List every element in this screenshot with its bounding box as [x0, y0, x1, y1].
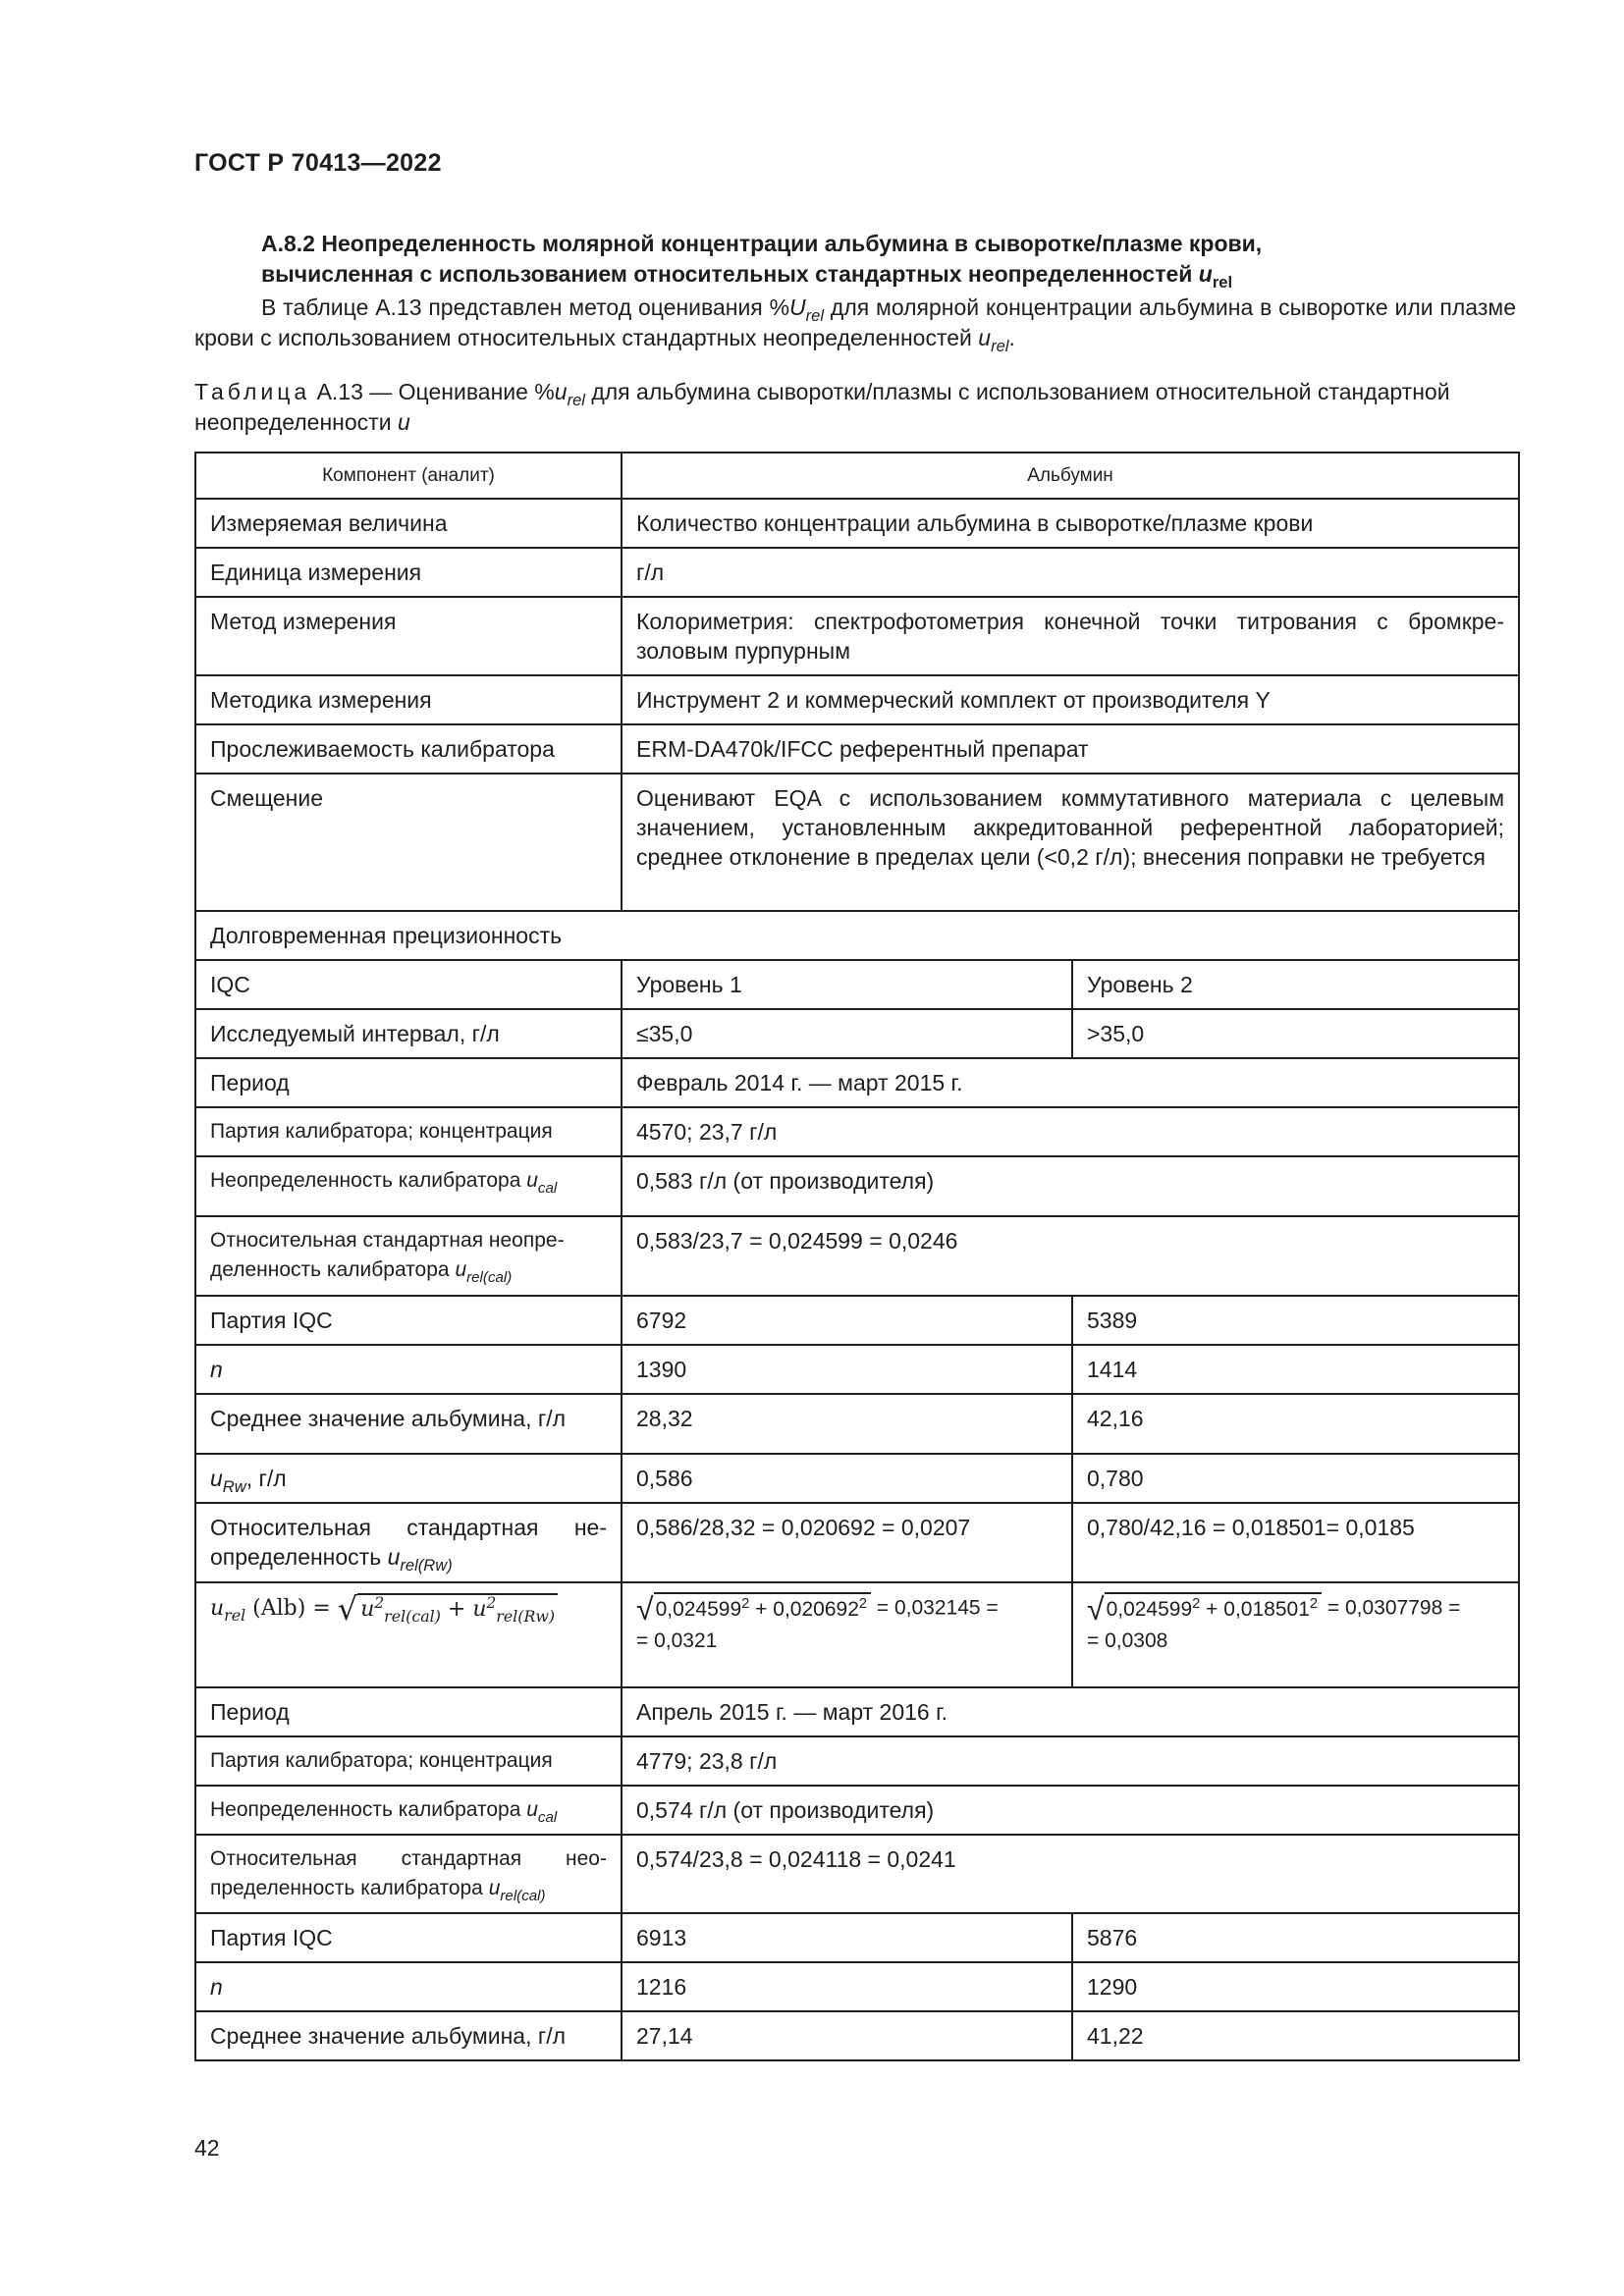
row-value: Инструмент 2 и коммерческий комплект от производителя Y — [622, 675, 1519, 724]
row-label: Измеряемая величина — [195, 499, 622, 548]
uncertainty-table — [194, 452, 1520, 2061]
row-label: Исследуемый интервал, г/л — [195, 1009, 622, 1058]
table-row — [195, 911, 1519, 960]
row-value: 4779; 23,8 г/л — [622, 1736, 1519, 1786]
row-label: Партия IQC — [195, 1913, 622, 1962]
level2-cell: 1290 — [1072, 1962, 1519, 2011]
level1-cell: 0,586 — [622, 1454, 1072, 1503]
table-row — [195, 1835, 1519, 1913]
table-row — [195, 675, 1519, 724]
level1-cell: 28,32 — [622, 1394, 1072, 1454]
table-row — [195, 1962, 1519, 2011]
row-label: Период — [195, 1058, 622, 1107]
row-label: Партия калибратора; концентрация — [195, 1736, 622, 1786]
row-label: Относительная стандартная неопределенность $u_{rel(Rw)}$ — [195, 1503, 622, 1582]
section-title-line2: вычисленная с использованием относительных стандартных неопределенностей $u_{rel}$ — [261, 261, 1233, 292]
table-row — [195, 1345, 1519, 1394]
level2-cell: 5876 — [1072, 1913, 1519, 1962]
row-label: Партия калибратора; концентрация — [195, 1107, 622, 1156]
row-label: Относительная стандартная неопределенность калибратора $u_{rel(cal)}$ — [195, 1216, 622, 1296]
table-row — [195, 1687, 1519, 1736]
level2-cell: 41,22 — [1072, 2011, 1519, 2060]
row-value: Количество концентрации альбумина в сыворотке/плазме крови — [622, 499, 1519, 548]
row-label: n — [195, 1345, 622, 1394]
section-title-line1: А.8.2 Неопределенность молярной концентрации альбумина в сыворотке/плазме крови, — [261, 231, 1263, 256]
header-analyte: Альбумин — [622, 453, 1519, 499]
level2-cell: 0,780/42,16 = 0,018501= 0,0185 — [1072, 1503, 1519, 1582]
header-component: Компонент (аналит) — [195, 453, 622, 499]
row-label: Неопределенность калибратора $u_{cal}$ — [195, 1786, 622, 1835]
row-value: 0,583 г/л (от производителя) — [622, 1156, 1519, 1216]
row-value: 0,583/23,7 = 0,024599 = 0,0246 — [622, 1216, 1519, 1296]
table-caption: Таблица А.13 — Оценивание $\%u_{rel}$ для альбумина сыворотки/плазмы с использованием относительной стандартной неопределенности u — [194, 379, 1450, 435]
level2-cell: 42,16 — [1072, 1394, 1519, 1454]
row-label: n — [195, 1962, 622, 2011]
table-row — [195, 1394, 1519, 1454]
level2-cell: 1414 — [1072, 1345, 1519, 1394]
row-label: Среднее значение альбумина, г/л — [195, 1394, 622, 1454]
row-label: $u_{Rw}$, г/л — [195, 1454, 622, 1503]
table-row — [195, 1216, 1519, 1296]
intro-paragraph: В таблице А.13 представлен метод оценивания $\%U_{rel}$ для молярной концентрации альбумина в сыворотке или плазме крови с использованием относительных стандартных неопределенностей $u_{rel}$. — [194, 294, 1516, 355]
level1-cell: ≤35,0 — [622, 1009, 1072, 1058]
table-row — [195, 548, 1519, 597]
table-row — [195, 499, 1519, 548]
row-label: Методика измерения — [195, 675, 622, 724]
row-value: ERM-DA470k/IFCC референтный препарат — [622, 724, 1519, 774]
level1-cell: 27,14 — [622, 2011, 1072, 2060]
table-row — [195, 1786, 1519, 1835]
table-row — [195, 960, 1519, 1009]
formula-cell — [195, 1582, 622, 1687]
table-row — [195, 597, 1519, 675]
table-row — [195, 1454, 1519, 1503]
square-root: √ $u^2_{rel(cal)} + u^2_{rel(Rw)}$ — [338, 1593, 558, 1625]
level2-cell: 5389 — [1072, 1296, 1519, 1345]
row-value: Апрель 2015 г. — март 2016 г. — [622, 1687, 1519, 1736]
row-value: 4570; 23,7 г/л — [622, 1107, 1519, 1156]
table-row — [195, 1913, 1519, 1962]
formula-row — [195, 1582, 1519, 1687]
level1-cell: Уровень 1 — [622, 960, 1072, 1009]
row-label: Относительная стандартная неопределенность калибратора $u_{rel(cal)}$ — [195, 1835, 622, 1913]
urel-formula: $u_{rel}$ (Alb) = √ $u^2_{rel(cal)} + u^2_{rel(Rw)}$ — [210, 1596, 558, 1621]
table-row — [195, 1296, 1519, 1345]
document-id: ГОСТ Р 70413—2022 — [194, 149, 442, 177]
table-row — [195, 774, 1519, 911]
row-value: г/л — [622, 548, 1519, 597]
page-number: 42 — [194, 2135, 220, 2161]
row-label: Единица измерения — [195, 548, 622, 597]
level2-cell: >35,0 — [1072, 1009, 1519, 1058]
row-label: Партия IQC — [195, 1296, 622, 1345]
table-row — [195, 1058, 1519, 1107]
table-row — [195, 1503, 1519, 1582]
row-value: 0,574 г/л (от производителя) — [622, 1786, 1519, 1835]
level1-cell: 6913 — [622, 1913, 1072, 1962]
table-row — [195, 1736, 1519, 1786]
section-title-symbol: u — [1198, 261, 1213, 287]
row-label: Период — [195, 1687, 622, 1736]
row-value: Оценивают EQA с использованием коммутативного материала с целевым значением, установленным аккредитованной референтной лабораторией; среднее отклонение в пределах цели (<0,2 г/л); внесения поправки не требуется — [622, 774, 1519, 911]
table-row — [195, 724, 1519, 774]
formula-calc-level2: √0,024599$^2$ + 0,018501$^2$ = 0,0307798 = = 0,0308 — [1072, 1582, 1519, 1687]
level2-cell: Уровень 2 — [1072, 960, 1519, 1009]
level1-cell: 6792 — [622, 1296, 1072, 1345]
long-term-precision-label: Долговременная прецизионность — [195, 911, 1519, 960]
level1-cell: 0,586/28,32 = 0,020692 = 0,0207 — [622, 1503, 1072, 1582]
row-label: Смещение — [195, 774, 622, 911]
row-label: Неопределенность калибратора $u_{cal}$ — [195, 1156, 622, 1216]
table-row — [195, 1107, 1519, 1156]
table-row — [195, 1156, 1519, 1216]
level1-cell: 1390 — [622, 1345, 1072, 1394]
row-label: Прослеживаемость калибратора — [195, 724, 622, 774]
row-label: Среднее значение альбумина, г/л — [195, 2011, 622, 2060]
table-row — [195, 2011, 1519, 2060]
row-label: Метод измерения — [195, 597, 622, 675]
row-value: 0,574/23,8 = 0,024118 = 0,0241 — [622, 1835, 1519, 1913]
table-row — [195, 1009, 1519, 1058]
formula-calc-level1: √0,024599$^2$ + 0,020692$^2$ = 0,032145 = = 0,0321 — [622, 1582, 1072, 1687]
table-header-row — [195, 453, 1519, 499]
level1-cell: 1216 — [622, 1962, 1072, 2011]
row-value: Февраль 2014 г. — март 2015 г. — [622, 1058, 1519, 1107]
section-heading — [261, 229, 1518, 290]
row-label: IQC — [195, 960, 622, 1009]
row-value: Колориметрия: спектрофотометрия конечной точки титрования с бромкрезоловым пурпурным — [622, 597, 1519, 675]
level2-cell: 0,780 — [1072, 1454, 1519, 1503]
